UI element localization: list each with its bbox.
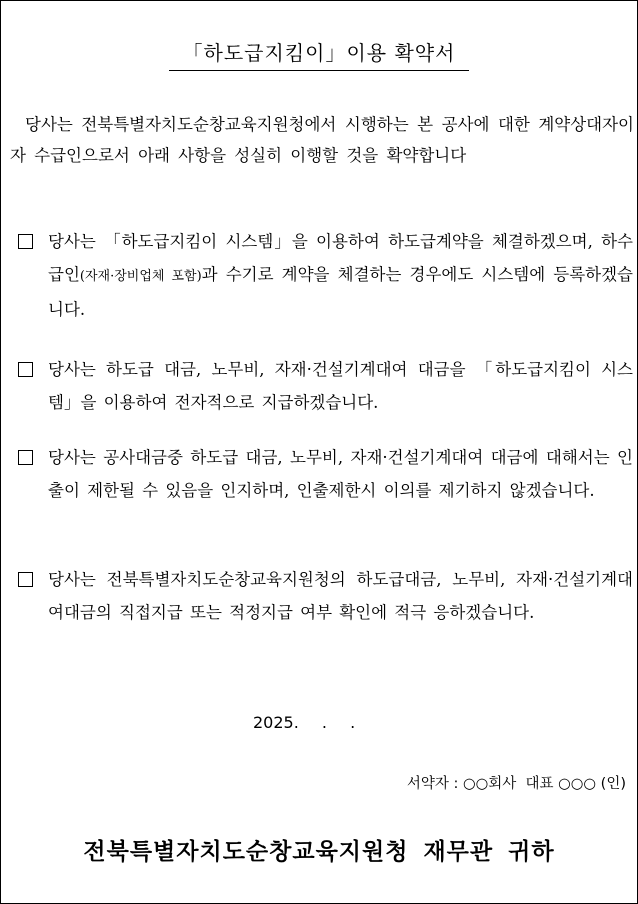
pledge-text: [48, 225, 633, 326]
pledge-text: 당사는 전북특별자치도순창교육지원청의 하도급대금, 노무비, 자재·건설기계대여대금의 직접지급 또는 적정지급 여부 확인에 적극 응하겠습니다.: [48, 570, 633, 622]
pledge-item-1: [13, 225, 633, 326]
document-title: 「하도급지킴이」이용 확약서: [169, 37, 470, 71]
checkbox-icon[interactable]: [18, 572, 33, 587]
signer-line: 서약자 : ○○회사 대표 ○○○ (인): [406, 776, 626, 792]
checkbox-icon[interactable]: [18, 450, 33, 465]
pledge-text-part: 과 수기로 계약을 체결하는 경우에도 시스템에 등록하겠습니다.: [48, 265, 633, 319]
pledge-text-note: (자재·장비업체 포함): [79, 269, 202, 284]
checkbox-icon[interactable]: [18, 362, 33, 377]
intro-paragraph: 당사는 전북특별자치도순창교육지원청에서 시행하는 본 공사에 대한 계약상대자이자 수급인으로서 아래 사항을 성실히 이행할 것을 확약합니다: [10, 115, 634, 165]
addressee: 전북특별자치도순창교육지원청 재무관 귀하: [83, 839, 555, 865]
pledge-date: 2025. . .: [253, 713, 356, 732]
pledge-text-part: 당사는 「하도급지킴이 시스템」을 이용하여 하도급계약을 체결하겠으며, 하수급인: [48, 232, 633, 284]
pledge-item-3: [13, 441, 633, 507]
pledge-text: 당사는 하도급 대금, 노무비, 자재·건설기계대여 대금을 「하도급지킴이 시스템」을 이용하여 전자적으로 지급하겠습니다.: [48, 360, 633, 412]
pledge-item-2: [13, 353, 633, 419]
pledge-text: 당사는 공사대금중 하도급 대금, 노무비, 자재·건설기계대여 대금에 대해서는 인출이 제한될 수 있음을 인지하며, 인출제한시 이의를 제기하지 않겠습니다.: [48, 448, 633, 500]
checkbox-icon[interactable]: [18, 234, 33, 249]
title-wrapper: [1, 37, 637, 71]
pledge-item-4: [13, 563, 633, 629]
